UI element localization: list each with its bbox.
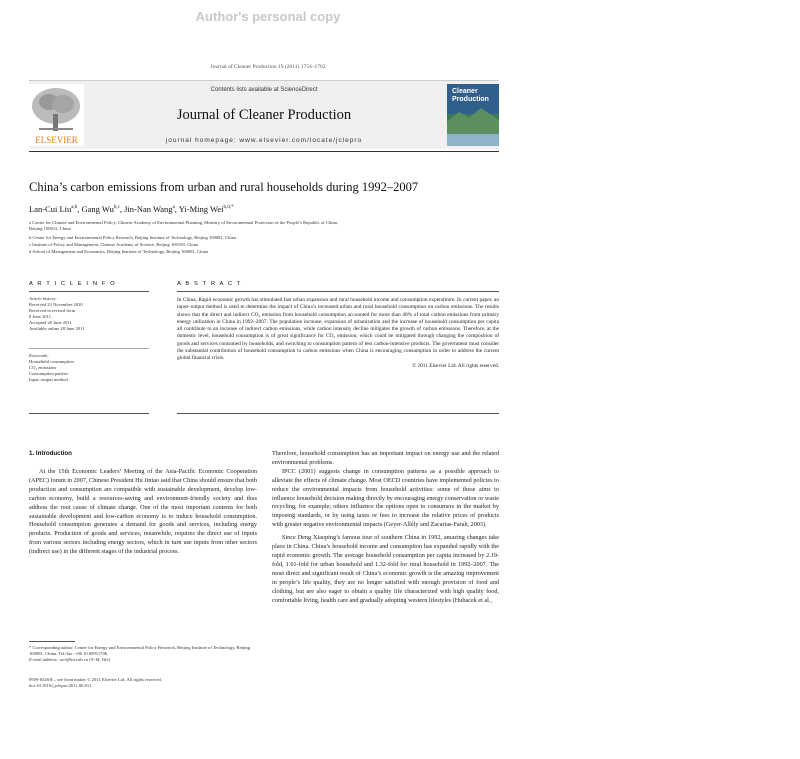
affiliation: d School of Management and Economics, Beijing Institute of Technology, Beijing 100081, China xyxy=(29,249,209,254)
abstract-label: A B S T R A C T xyxy=(177,281,242,287)
paragraph: Since Deng Xiaoping’s famous tour of southern China in 1992, amazing changes take place in China. China’s household income and consumption has expanded rapidly with the rapid economic growth. The average household consumption per capita increased by 2.19-fold, 1.61-fold for urban household and 1.32-fold for rural household in 1992–2007. The most direct and significant result of China’s economic growth is the amazing improvement in people’s life quality, they are no longer satisfied with enough provision of food and clothing, but are also eager to obtain a quality life characterized with high quality food, comfortable living, health care and gradually adopting western lifestyles (Hubacek et al., xyxy=(272,534,499,604)
author-affil-marker: b,d,* xyxy=(223,205,234,211)
journal-banner xyxy=(29,80,499,149)
history-item: Received 23 November 2010 xyxy=(29,302,83,307)
divider xyxy=(29,413,149,414)
corresponding-author: * Corresponding author. Center for Energy and Environmental Policy Research, Beijing Institute of Technology, Beijing 100081, China. Tel./fax: +86 10 68911706. xyxy=(29,645,251,656)
keyword: CO₂ emissions xyxy=(29,365,57,370)
issn-line: 0959-6526/$ – see front matter © 2011 Elsevier Ltd. All rights reserved. xyxy=(29,677,162,682)
keyword: Consumption pattern xyxy=(29,371,68,376)
divider xyxy=(29,291,149,292)
keyword: Input–output method xyxy=(29,377,68,382)
email-address: E-mail address: wei@bit.edu.cn (Y.-M. Wei). xyxy=(29,657,112,662)
abstract-text: In China, Rapid economic growth has stimulated fast urban expansion and rural household income and consumption expenditure. In current paper, an input–output method is used to determine the impact of China’s increased urban and rural household consumption on carbon emissions. The results shows that the direct and indirect CO₂ emission from household consumption accounted for more than 40% of total carbon emissions from primary energy utilization in China in 1992–2007. The population increase, expansion of urbanization and the increase of household consumption per capita all contribute to an increase of indirect carbon emissions, while carbon intensity decline mitigates the growth of carbon emissions. Therefore, at the domestic level, household consumption is of great significance for CO₂ emission, which could be mitigated through changing the composition of goods and services consumed by households, and switching to consumption pattern of less carbon-intensive products. The government must consider the substantial contribution of household consumption to carbon emissions when China is encouraging consumption in order to address the current global financial crisis. xyxy=(177,297,499,362)
divider xyxy=(177,291,499,292)
paragraph: IPCC (2001) suggests change in consumption patterns as a possible approach to alleviate the effects of climate change. Most OECD countries have implemented policies to reduce the environmental impacts from household activities: some of these aims to influence household decision making directly by encouraging energy conservation or waste recycling, for example; others influence the options open to consumers in the market by imposing standards, or by using taxes or fees to increase the relative prices of products with greater negative environmental impacts (Geyer-Allély and Zacarias-Farah, 2003). xyxy=(272,467,499,529)
journal-homepage: journal homepage: www.elsevier.com/locate/jclepro xyxy=(165,137,363,144)
author-affil-marker: a xyxy=(172,205,175,211)
cover-title: Cleaner Production xyxy=(452,88,489,103)
keywords-label: Keywords: xyxy=(29,353,49,358)
abstract-copyright: © 2011 Elsevier Ltd. All rights reserved. xyxy=(412,362,499,369)
divider xyxy=(29,348,149,349)
article-title: China’s carbon emissions from urban and rural households during 1992–2007 xyxy=(29,180,419,194)
affiliation: a Center for Climate and Environmental Policy, Chinese Academy of Environmental Planning, Ministry of Environmental Protection of the People’s Republic of China, xyxy=(29,220,338,225)
article-history xyxy=(29,296,149,332)
history-item: Available online 28 June 2011 xyxy=(29,326,85,331)
author: Yi-Ming Wei xyxy=(178,204,224,214)
contents-available-text: Contents lists available at ScienceDirect xyxy=(210,87,318,93)
intro-right-column xyxy=(272,450,499,605)
elsevier-tree-logo xyxy=(29,84,84,146)
article-info-label: A R T I C L E I N F O xyxy=(29,281,117,287)
elsevier-wordmark: ELSEVIER xyxy=(35,135,78,145)
footnote-rule xyxy=(29,641,75,642)
section-heading: 1. Introduction xyxy=(29,450,72,457)
history-item: 8 June 2011 xyxy=(29,314,52,319)
paragraph: Therefore, household consumption has an important impact on energy use and the related environmental problems. xyxy=(272,450,499,466)
journal-title: Journal of Cleaner Production xyxy=(176,107,352,123)
affiliation: b Center for Energy and Environmental Policy Research, Beijing Institute of Technology, Beijing 100081, China xyxy=(29,235,237,240)
author: Jin-Nan Wang xyxy=(124,204,173,214)
author: Gang Wu xyxy=(81,204,114,214)
history-item: Accepted 20 June 2011 xyxy=(29,320,72,325)
doi-link[interactable]: doi:10.1016/j.jclepro.2011.06.011 xyxy=(29,683,92,688)
divider xyxy=(177,413,499,414)
author-affil-marker: a,b xyxy=(71,205,78,211)
keywords xyxy=(29,353,149,383)
abstract-body xyxy=(177,297,499,370)
paragraph: At the 15th Economic Leaders’ Meeting of the Asia-Pacific Economic Cooperation (APEC) forum in 2007, Chinese President Hu Jintao said that China should ensure that both production and consumption are compatible with sustainable development, develop low-carbon economy, build a resources-saving and environment-friendly society and thus address the root cause of climate change. One of the most important contents for both sustainable development and low-carbon economy is to induce household consumption. Household consumption generates a demand for goods and services, including energy products. Production of goods and services, meanwhile, requires the direct use of inputs from various sectors including energy sectors, which in turn use inputs from other sectors (indirect use) in the different stages of the industrial process. xyxy=(29,468,257,556)
keyword: Household consumption xyxy=(29,359,74,364)
author-list: Lan-Cui Liu$^{a,b}$, Gang Wu$^{b,c}$, Jin-Nan Wang$^a$, Yi-Ming Wei$^{b,d,*}$ xyxy=(29,204,234,214)
author-affil-marker: b,c xyxy=(113,205,120,211)
journal-citation: Journal of Cleaner Production 19 (2011) 1754–1762 xyxy=(210,64,326,70)
watermark: Author's personal copy xyxy=(195,9,341,24)
front-matter xyxy=(29,677,329,689)
footnote xyxy=(29,645,257,663)
intro-left-column xyxy=(29,468,257,557)
affiliation: c Institute of Policy and Management, Chinese Academy of Science, Beijing 100190, China xyxy=(29,242,199,247)
author: Lan-Cui Liu xyxy=(29,204,72,214)
header-rule xyxy=(29,151,499,152)
history-label: Article history: xyxy=(29,296,57,301)
history-item: Received in revised form xyxy=(29,308,76,313)
affiliation: Beijing 100012, China xyxy=(29,226,71,231)
